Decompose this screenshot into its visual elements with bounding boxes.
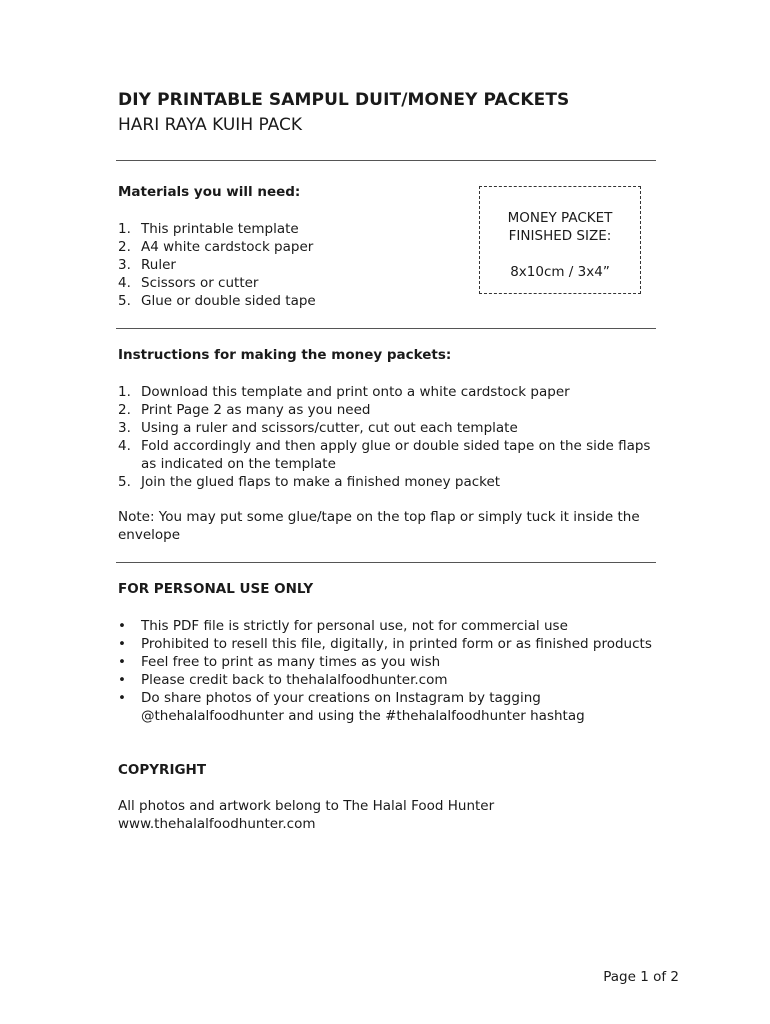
list-item: 1. This printable template bbox=[118, 221, 299, 237]
website-link[interactable]: www.thehalalfoodhunter.com bbox=[118, 816, 316, 832]
bullet-icon: • bbox=[118, 636, 126, 652]
list-item: • Please credit back to thehalalfoodhunter.com bbox=[118, 672, 448, 688]
divider bbox=[116, 160, 656, 161]
list-item: • Do share photos of your creations on Instagram by tagging @thehalalfoodhunter and using the #thehalalfoodhunter hashtag bbox=[118, 690, 585, 724]
list-item: 5. Join the glued flaps to make a finished money packet bbox=[118, 474, 501, 490]
instructions-list bbox=[118, 383, 658, 491]
instructions-heading: Instructions for making the money packets: bbox=[118, 347, 452, 363]
list-item: 5. Glue or double sided tape bbox=[118, 293, 316, 309]
bullet-icon: • bbox=[118, 672, 126, 688]
list-item: 3. Using a ruler and scissors/cutter, cut out each template bbox=[118, 420, 518, 436]
bullet-icon: • bbox=[118, 690, 126, 706]
list-item: 4. Fold accordingly and then apply glue or double sided tape on the side flaps as indicated on the template bbox=[118, 438, 651, 472]
divider bbox=[116, 562, 656, 563]
instructions-note: Note: You may put some glue/tape on the top flap or simply tuck it inside the envelope bbox=[118, 509, 640, 543]
personal-use-heading: FOR PERSONAL USE ONLY bbox=[118, 581, 314, 597]
page-title: DIY PRINTABLE SAMPUL DUIT/MONEY PACKETS bbox=[118, 90, 570, 110]
personal-use-list bbox=[118, 617, 658, 725]
bullet-icon: • bbox=[118, 654, 126, 670]
copyright-text: All photos and artwork belong to The Halal Food Hunter bbox=[118, 798, 495, 814]
list-item: 2. A4 white cardstock paper bbox=[118, 239, 314, 255]
list-item: • This PDF file is strictly for personal use, not for commercial use bbox=[118, 618, 568, 634]
list-item: • Prohibited to resell this file, digitally, in printed form or as finished products bbox=[118, 636, 652, 652]
list-item: • Feel free to print as many times as you wish bbox=[118, 654, 441, 670]
bullet-icon: • bbox=[118, 618, 126, 634]
copyright-heading: COPYRIGHT bbox=[118, 762, 207, 778]
finished-size-box bbox=[479, 186, 641, 294]
materials-heading: Materials you will need: bbox=[118, 184, 301, 200]
list-item: 1. Download this template and print onto a white cardstock paper bbox=[118, 384, 570, 400]
list-item: 3. Ruler bbox=[118, 257, 176, 273]
size-box-dimensions: 8x10cm / 3x4” bbox=[510, 264, 610, 280]
size-box-line1: MONEY PACKET bbox=[507, 210, 613, 226]
materials-list bbox=[118, 220, 458, 310]
page-subtitle: HARI RAYA KUIH PACK bbox=[118, 115, 303, 135]
divider bbox=[116, 328, 656, 329]
list-item: 4. Scissors or cutter bbox=[118, 275, 259, 291]
list-item: 2. Print Page 2 as many as you need bbox=[118, 402, 371, 418]
page-number: Page 1 of 2 bbox=[603, 969, 679, 985]
size-box-line2: FINISHED SIZE: bbox=[508, 228, 612, 244]
